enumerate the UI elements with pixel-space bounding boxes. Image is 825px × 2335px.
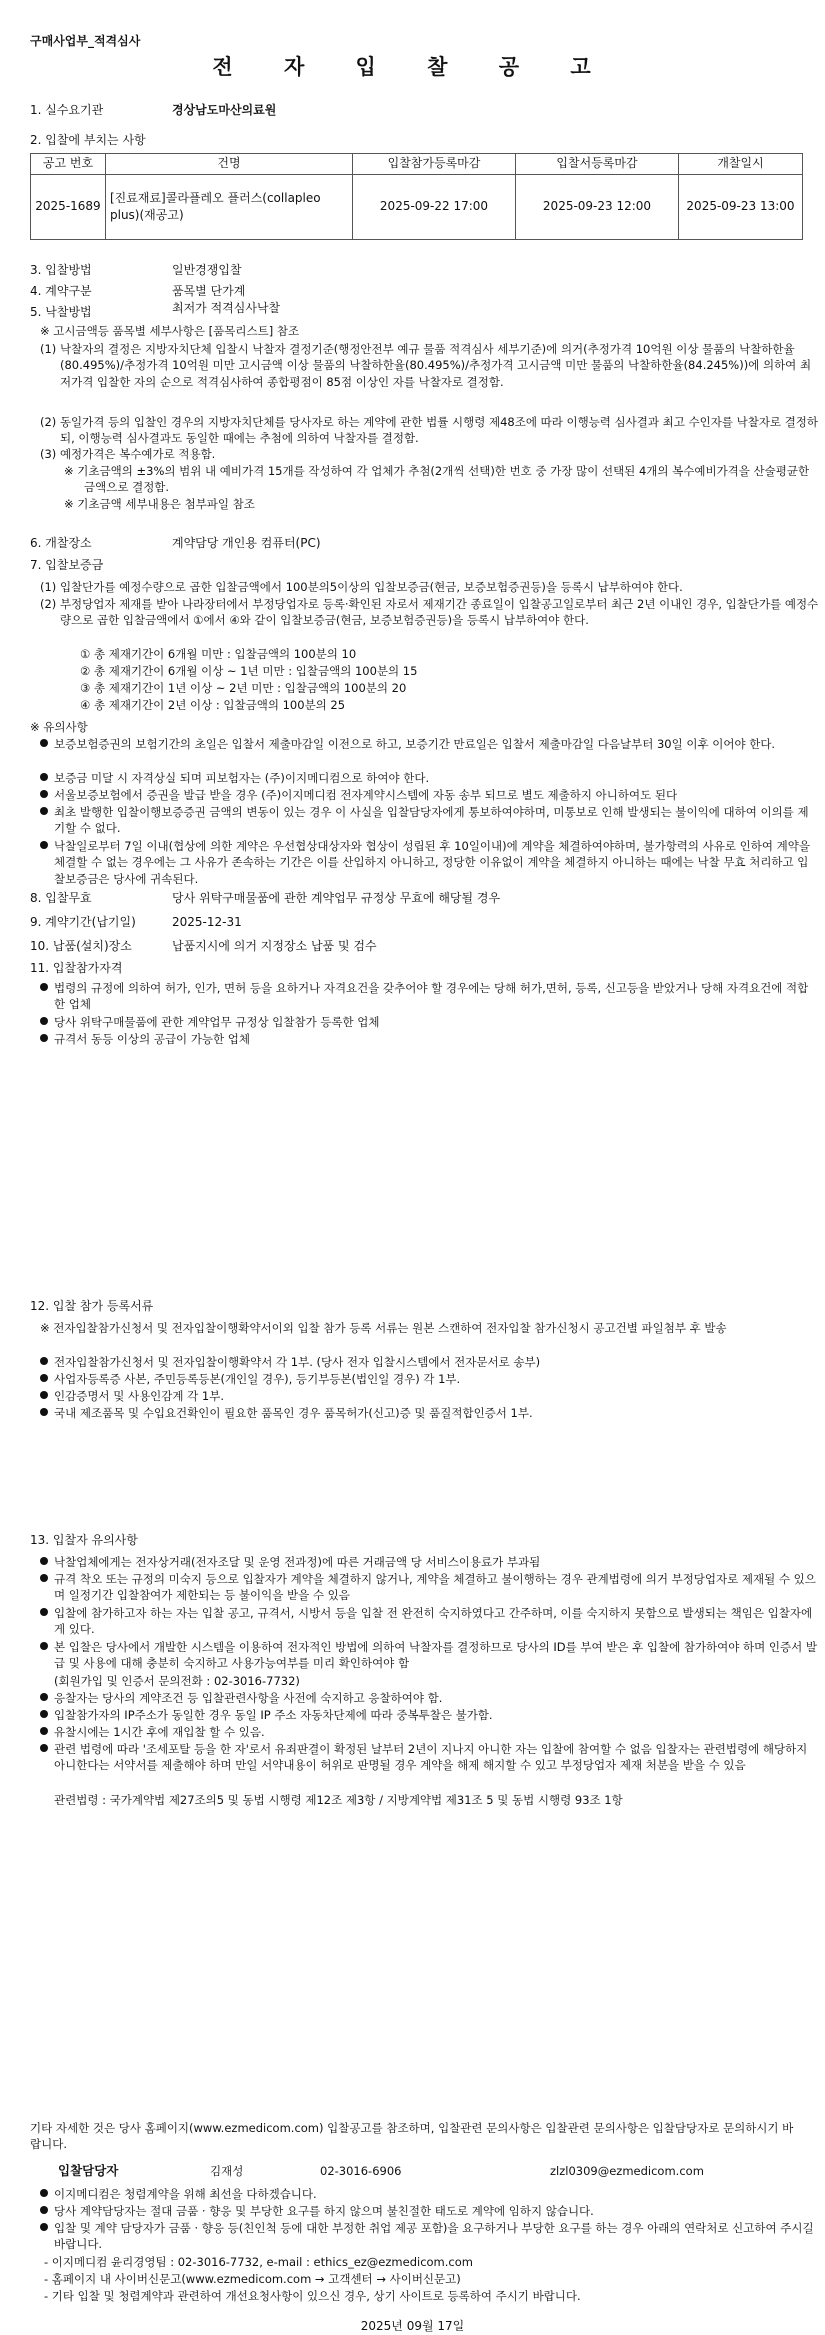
contact-name: 김재성 bbox=[210, 2164, 244, 2178]
list-item: 입찰에 참가하고자 하는 자는 입찰 공고, 규격서, 시방서 등을 입찰 전 완전히 숙지하였다고 간주하며, 이를 숙지하지 못함으로 발생되는 책임은 입찰자에게 있다. bbox=[40, 1605, 817, 1638]
list-item: 전자입찰참가신청서 및 전자입찰이행확약서 각 1부. (당사 전자 입찰시스템에서 전자문서로 송부) bbox=[40, 1354, 817, 1370]
list-item: 최초 발행한 입찰이행보증증권 금액의 변동이 있는 경우 이 사실을 입찰담당자에게 통보하여야하며, 미통보로 인해 발생되는 불이익에 대하여 이의를 제기할 수 없다. bbox=[40, 804, 817, 837]
s3-label: 3. 입찰방법 bbox=[30, 263, 92, 277]
list-item: 유찰시에는 1시간 후에 재입찰 할 수 있음. bbox=[40, 1724, 817, 1740]
list-item: 당사 위탁구매물품에 관한 계약업무 규정상 입찰참가 등록한 업체 bbox=[40, 1014, 817, 1030]
bullet-icon bbox=[40, 983, 48, 991]
s13-law: 관련법령 : 국가계약법 제27조의5 및 동법 시행령 제12조 제3항 / 지방계약법 제31조 5 및 동법 시행령 93조 1항 bbox=[54, 1793, 623, 1807]
bullet-icon bbox=[40, 1710, 48, 1718]
th-bid-deadline: 입찰서등록마감 bbox=[516, 154, 679, 175]
bullet-icon bbox=[40, 1693, 48, 1701]
contact-phone: 02-3016-6906 bbox=[320, 2164, 402, 2178]
contact-email: zlzl0309@ezmedicom.com bbox=[550, 2164, 704, 2178]
s12-label: 12. 입찰 참가 등록서류 bbox=[30, 1299, 154, 1313]
table-row bbox=[31, 175, 803, 240]
list-item: 입찰참가자의 IP주소가 동일한 경우 동일 IP 주소 자동차단제에 따라 중복투찰은 불가함. bbox=[40, 1707, 817, 1723]
s5-item-2: (2) 동일가격 등의 입찰인 경우의 지방자치단체를 당사자로 하는 계약에 관한 법률 시행령 제48조에 따라 이행능력 심사결과 최고 수인자를 낙찰자로 결정하되, 이행능력 심사결과도 동일한 때에는 추첨에 의하여 낙찰자를 결정함. bbox=[40, 415, 819, 446]
list-item: 응찰자는 당사의 계약조건 등 입찰관련사항을 사전에 숙지하고 응찰하여야 함. bbox=[40, 1690, 817, 1706]
s3-value: 일반경쟁입찰 bbox=[172, 263, 242, 277]
list-item: 보증금 미달 시 자격상실 되며 피보험자는 (주)이지메디컴으로 하여야 한다. bbox=[40, 770, 817, 786]
s5-item-1: (1) 낙찰자의 결정은 지방자치단체 입찰시 낙찰자 결정기준(행정안전부 예규 물품 적격심사 세부기준)에 의거(추정가격 10억원 이상 물품의 낙찰하한율(80.495%)/추정가격 10억원 미만 고시금액 이상 물품의 낙찰하한율(80.495%)/추정가격 고시금액 미만 물품의 낙찰하한율(84.245%))에 의하여 최저가격 입찰한 자의 순으로 적격심사하여 종합평점이 85점 이상인 자를 낙찰자로 결정함. bbox=[40, 342, 812, 389]
bullet-icon bbox=[40, 790, 48, 798]
s11-label: 11. 입찰참가자격 bbox=[30, 961, 123, 975]
s7-sub-3: ③ 총 제재기간이 1년 이상 ~ 2년 미만 : 입찰금액의 100분의 20 bbox=[80, 681, 407, 695]
list-item: 규격 착오 또는 규정의 미숙지 등으로 입찰자가 계약을 체결하지 않거나, 계약을 체결하고 불이행하는 경우 관계법령에 의거 부정당업자로 제재될 수 있으며 일정기간 입찰참여가 제한되는 등 불이익을 받을 수 있음 bbox=[40, 1571, 817, 1604]
th-opening-date: 개찰일시 bbox=[679, 154, 803, 175]
bullet-icon bbox=[40, 1608, 48, 1616]
list-item: 서울보증보험에서 증권을 발급 받을 경우 (주)이지메디컴 전자계약시스템에 자동 송부 되므로 별도 제출하지 아니하여도 된다 bbox=[40, 787, 817, 803]
bullet-icon bbox=[40, 1574, 48, 1582]
bullet-icon bbox=[40, 1557, 48, 1565]
cell-item-name: [진료재료]콜라플레오 플러스(collapleo plus)(재공고) bbox=[106, 175, 353, 240]
s6-label: 6. 개찰장소 bbox=[30, 536, 92, 550]
s5-value: 최저가 적격심사낙찰 bbox=[172, 301, 281, 315]
s13-label: 13. 입찰자 유의사항 bbox=[30, 1533, 138, 1547]
bullet-icon bbox=[40, 1744, 48, 1752]
list-item: 낙찰업체에게는 전자상거래(전자조달 및 운영 전과정)에 따른 거래금액 당 서비스이용료가 부과됨 bbox=[40, 1554, 817, 1570]
s7-sub-4: ④ 총 제재기간이 2년 이상 : 입찰금액의 100분의 25 bbox=[80, 698, 346, 712]
th-register-deadline: 입찰참가등록마감 bbox=[353, 154, 516, 175]
s4-label: 4. 계약구분 bbox=[30, 284, 92, 298]
bullet-icon bbox=[40, 1034, 48, 1042]
cell-bid-deadline: 2025-09-23 12:00 bbox=[516, 175, 679, 240]
report-line-1: - 이지메디컴 윤리경영팀 : 02-3016-7732, e-mail : ethics_ez@ezmedicom.com bbox=[44, 2255, 473, 2269]
bullet-icon bbox=[40, 773, 48, 781]
contact-label: 입찰담당자 bbox=[58, 2163, 119, 2178]
s13-contact: (회원가입 및 인증서 문의전화 : 02-3016-7732) bbox=[54, 1674, 300, 1688]
bullet-icon bbox=[40, 2206, 48, 2214]
bid-table-header-row bbox=[31, 154, 803, 175]
cell-opening-date: 2025-09-23 13:00 bbox=[679, 175, 803, 240]
bullet-icon bbox=[40, 1374, 48, 1382]
document-header: 구매사업부_적격심사 bbox=[30, 34, 141, 48]
bullet-icon bbox=[40, 1727, 48, 1735]
list-item: 국내 제조품목 및 수입요건확인이 필요한 품목인 경우 품목허가(신고)증 및 품질적합인증서 1부. bbox=[40, 1405, 817, 1421]
list-item: 이지메디컴은 청렴계약을 위해 최선을 다하겠습니다. bbox=[40, 2186, 817, 2202]
s7-sub-2: ② 총 제재기간이 6개월 이상 ~ 1년 미만 : 입찰금액의 100분의 15 bbox=[80, 664, 418, 678]
bullet-icon bbox=[40, 739, 48, 747]
th-item-name: 건명 bbox=[106, 154, 353, 175]
bullet-icon bbox=[40, 1391, 48, 1399]
s5-sub-2: ※ 기초금액 세부내용은 첨부파일 참조 bbox=[64, 497, 255, 511]
bullet-icon bbox=[40, 1408, 48, 1416]
list-item: 본 입찰은 당사에서 개발한 시스템을 이용하여 전자적인 방법에 의하여 낙찰자를 결정하므로 당사의 ID를 부여 받은 후 입찰에 참가하여야 하며 인증서 발급 및 사용에 대해 충분히 숙지하고 사용가능여부를 미리 확인하여야 함 bbox=[40, 1639, 817, 1672]
list-item: 규격서 동등 이상의 공급이 가능한 업체 bbox=[40, 1031, 817, 1047]
s8-label: 8. 입찰무효 bbox=[30, 891, 92, 905]
s5-label: 5. 낙찰방법 bbox=[30, 305, 92, 319]
s6-value: 계약담당 개인용 컴퓨터(PC) bbox=[172, 536, 321, 550]
list-item: 당사 계약담당자는 절대 금품 · 향응 및 부당한 요구를 하지 않으며 불친절한 태도로 계약에 임하지 않습니다. bbox=[40, 2203, 817, 2219]
footer-text: 기타 자세한 것은 당사 홈페이지(www.ezmedicom.com) 입찰공고를 참조하며, 입찰관련 문의사항은 입찰관련 문의사항은 입찰담당자로 문의하시기 바랍니다. bbox=[30, 2121, 794, 2152]
document-title: 전 자 입 찰 공 고 bbox=[212, 55, 613, 79]
s1-label: 1. 실수요기관 bbox=[30, 103, 104, 117]
list-item: 보증보험증권의 보험기간의 초일은 입찰서 제출마감일 이전으로 하고, 보증기간 만료일은 입찰서 제출마감일 다음날부터 30일 이후 이어야 한다. bbox=[40, 736, 817, 752]
s4-value: 품목별 단가계 bbox=[172, 284, 246, 298]
s9-label: 9. 계약기간(납기일) bbox=[30, 915, 136, 929]
bullet-icon bbox=[40, 1357, 48, 1365]
bullet-icon bbox=[40, 1017, 48, 1025]
bullet-icon bbox=[40, 807, 48, 815]
s5-sub-1: ※ 기초금액의 ±3%의 범위 내 예비가격 15개를 작성하여 각 업체가 추첨(2개씩 선택)한 번호 중 가장 많이 선택된 4개의 복수예비가격을 산술평균한 금액으로 결정함. bbox=[64, 464, 810, 495]
document-date: 2025년 09월 17일 bbox=[360, 2319, 465, 2333]
report-line-3: - 기타 입찰 및 청렴계약과 관련하여 개선요청사항이 있으신 경우, 상기 사이트로 등록하여 주시기 바랍니다. bbox=[44, 2289, 581, 2303]
s8-value: 당사 위탁구매물품에 관한 계약업무 규정상 무효에 해당될 경우 bbox=[172, 891, 501, 905]
bullet-icon bbox=[40, 841, 48, 849]
list-item: 인감증명서 및 사용인감계 각 1부. bbox=[40, 1388, 817, 1404]
s9-value: 2025-12-31 bbox=[172, 915, 242, 929]
s10-value: 납품지시에 의거 지정장소 납품 및 검수 bbox=[172, 939, 377, 953]
bullet-icon bbox=[40, 2189, 48, 2197]
s5-note: ※ 고시금액등 품목별 세부사항은 [품목리스트] 참조 bbox=[40, 324, 300, 338]
list-item: 입찰 및 계약 담당자가 금품 · 향응 등(친인척 등에 대한 부정한 취업 제공 포함)을 요구하거나 부당한 요구를 하는 경우 아래의 연락처로 신고하여 주시길 바랍니다. bbox=[40, 2220, 817, 2253]
s7-item-2: (2) 부정당업자 제재를 받아 나라장터에서 부정당업자로 등록·확인된 자로서 제재기간 종료일이 입찰공고일로부터 최근 2년 이내인 경우, 입찰단가를 예정수량으로 곱한 입찰금액에서 ①에서 ④와 같이 입찰보증금(현금, 보증보험증권등)을 등록시 납부하여야 한다. bbox=[40, 597, 819, 628]
s7-item-1: (1) 입찰단가를 예정수량으로 곱한 입찰금액에서 100분의5이상의 입찰보증금(현금, 보증보험증권등)을 등록시 납부하여야 한다. bbox=[40, 580, 683, 594]
s7-sub-1: ① 총 제재기간이 6개월 미만 : 입찰금액의 100분의 10 bbox=[80, 647, 357, 661]
bullet-icon bbox=[40, 2223, 48, 2231]
cell-notice-no: 2025-1689 bbox=[31, 175, 106, 240]
s7-label: 7. 입찰보증금 bbox=[30, 558, 104, 572]
s2-label: 2. 입찰에 부치는 사항 bbox=[30, 133, 146, 147]
s1-value: 경상남도마산의료원 bbox=[172, 103, 277, 117]
th-notice-no: 공고 번호 bbox=[31, 154, 106, 175]
cell-register-deadline: 2025-09-22 17:00 bbox=[353, 175, 516, 240]
list-item: 법령의 규정에 의하여 허가, 인가, 면허 등을 요하거나 자격요건을 갖추어야 할 경우에는 당해 허가,면허, 등록, 신고등을 받았거나 당해 자격요건에 적합한 업체 bbox=[40, 980, 817, 1013]
s5-item-3: (3) 예정가격은 복수예가로 적용함. bbox=[40, 447, 216, 461]
report-line-2: - 홈페이지 내 사이버신문고(www.ezmedicom.com → 고객센터 → 사이버신문고) bbox=[44, 2272, 461, 2286]
bullet-icon bbox=[40, 1642, 48, 1650]
s12-note: ※ 전자입찰참가신청서 및 전자입찰이행확약서이외 입찰 참가 등록 서류는 원본 스캔하여 전자입찰 참가신청시 공고건별 파일첨부 후 발송 bbox=[40, 1321, 727, 1335]
notice-label: ※ 유의사항 bbox=[30, 720, 88, 734]
s10-label: 10. 납품(설치)장소 bbox=[30, 939, 132, 953]
list-item: 낙찰일로부터 7일 이내(협상에 의한 계약은 우선협상대상자와 협상이 성립된 후 10일이내)에 계약을 체결하여야하며, 불가항력의 사유로 인하여 계약을 체결할 수 없는 경우에는 그 사유가 존속하는 기간은 이를 산입하지 아니하고, 정당한 이유없이 계약을 체결하지 아니하는 때에는 낙찰 무효 처리하고 입찰보증금은 당사에 귀속된다. bbox=[40, 838, 817, 887]
bid-table bbox=[30, 153, 803, 240]
list-item: 사업자등록증 사본, 주민등록등본(개인일 경우), 등기부등본(법인일 경우) 각 1부. bbox=[40, 1371, 817, 1387]
list-item: 관련 법령에 따라 '조세포탈 등을 한 자'로서 유죄판결이 확정된 날부터 2년이 지나지 아니한 자는 입찰에 참여할 수 없음 입찰자는 관련법령에 해당하지 아니한다는 서약서를 제출해야 하며 만일 서약내용이 허위로 판명될 경우 계약을 해제 해지할 수 있고 부정당업자 제재 처분을 받을 수 있음 bbox=[40, 1741, 817, 1774]
